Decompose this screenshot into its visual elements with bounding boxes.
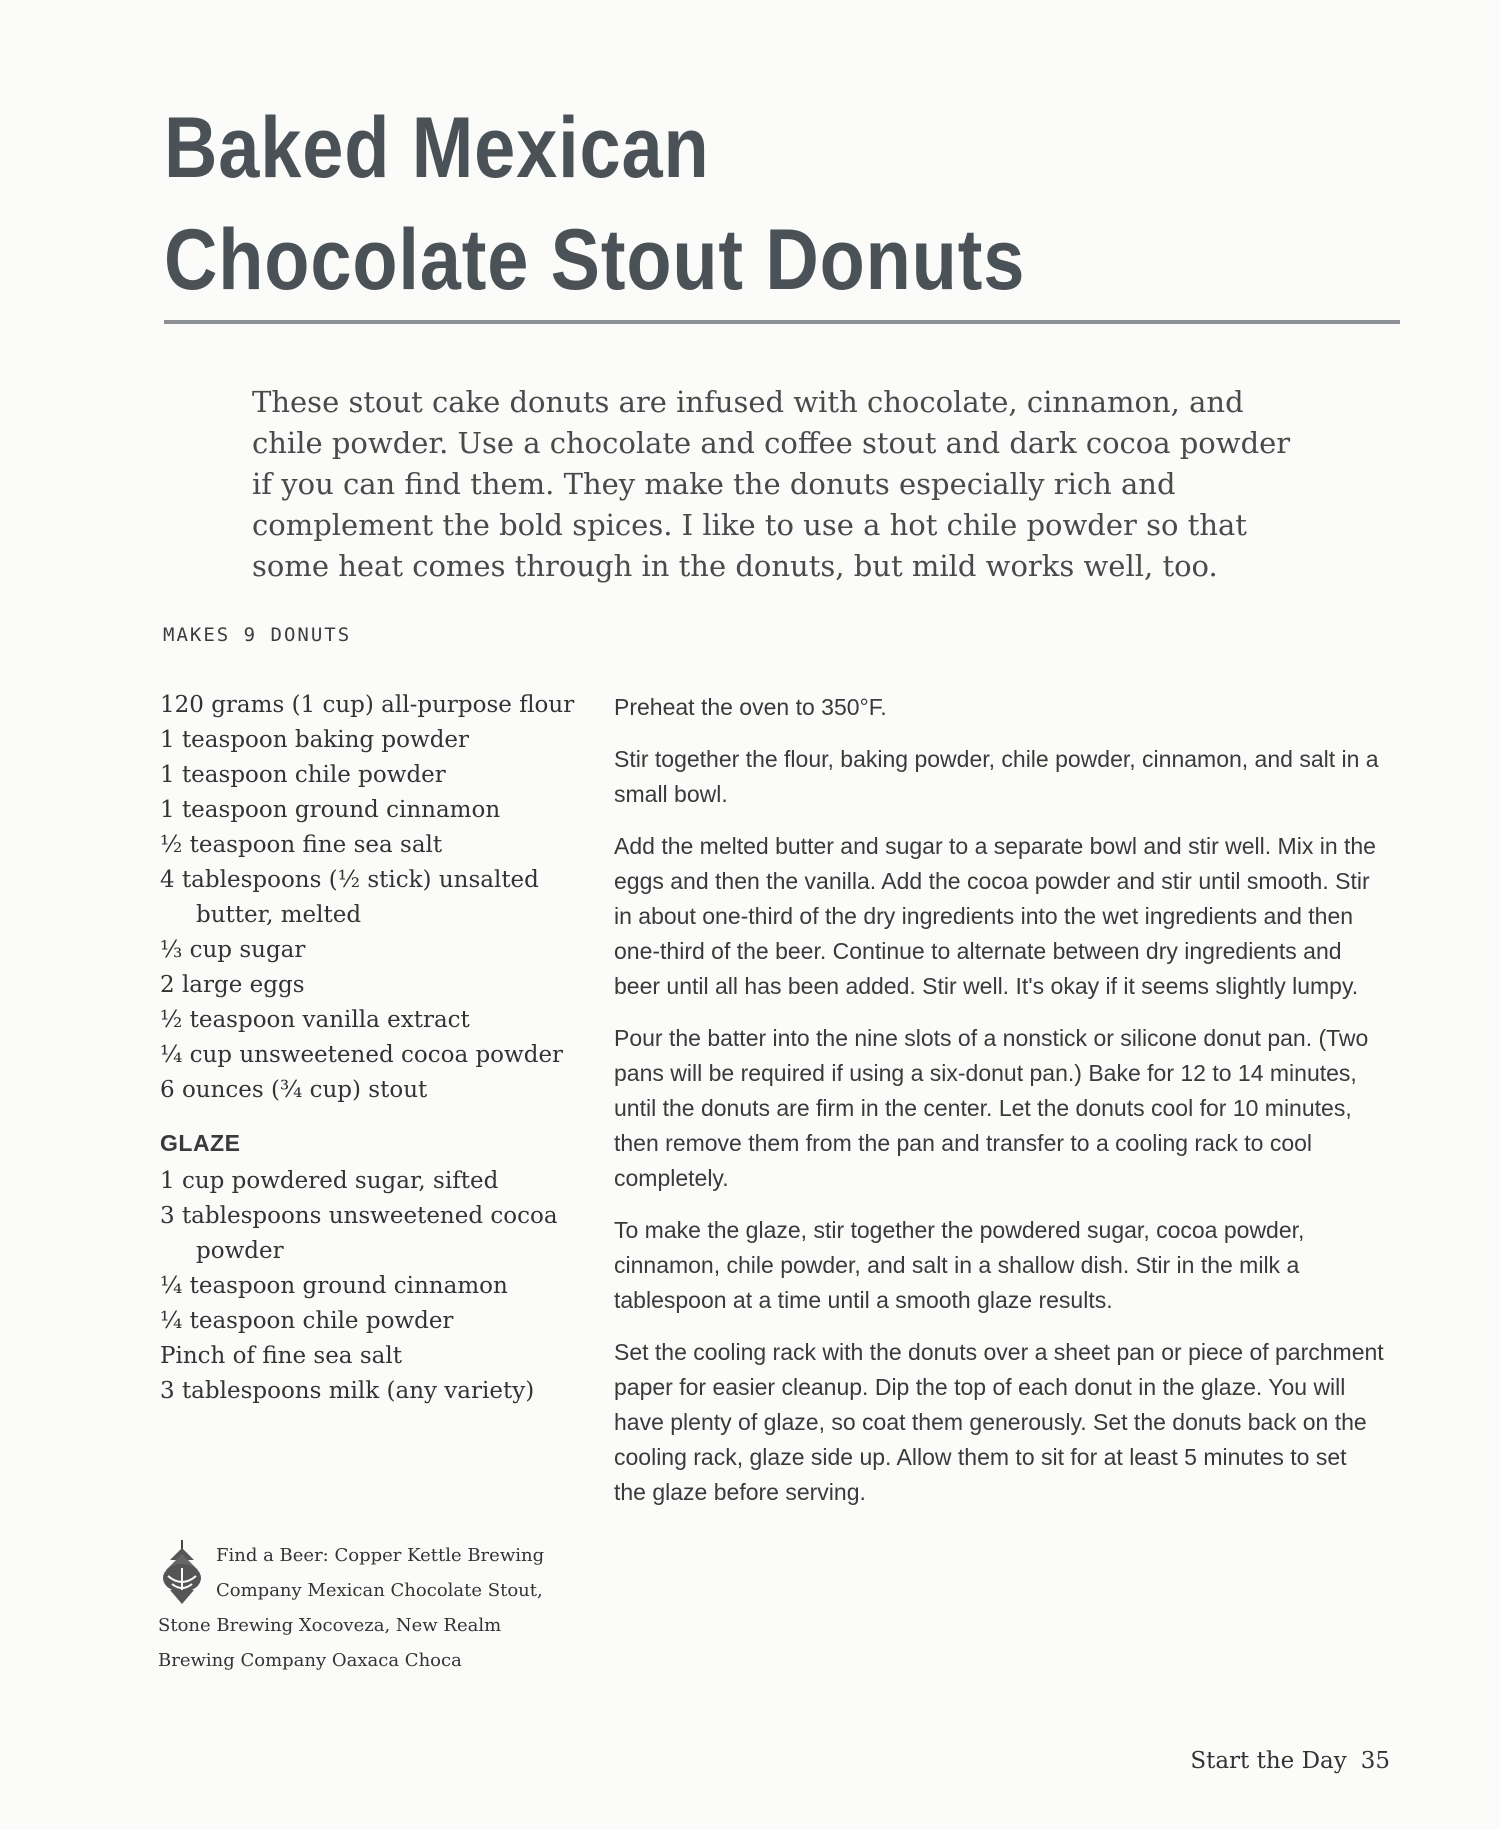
recipe-title-line-1: Baked Mexican bbox=[164, 100, 710, 196]
glaze-ingredient-item: ¼ teaspoon chile powder bbox=[160, 1308, 454, 1334]
glaze-ingredient-item: 1 cup powdered sugar, sifted bbox=[160, 1168, 499, 1194]
ingredient-item: ½ teaspoon fine sea salt bbox=[160, 832, 443, 858]
method-step: Preheat the oven to 350°F. bbox=[614, 694, 887, 720]
ingredient-item: 4 tablespoons (½ stick) unsalted butter, melted bbox=[160, 867, 539, 928]
method-step: To make the glaze, stir together the powdered sugar, cocoa powder, cinnamon, chile powder, and salt in a shallow dish. Stir in the milk a tablespoon at a time until a smooth glaze results. bbox=[614, 1217, 1305, 1313]
ingredient-item: ⅓ cup sugar bbox=[160, 937, 306, 963]
ingredient-item: ½ teaspoon vanilla extract bbox=[160, 1007, 470, 1033]
method-step: Pour the batter into the nine slots of a nonstick or silicone donut pan. (Two pans will be required if using a six-donut pan.) Bake for 12 to 14 minutes, until the donuts are firm in the center. Let the donuts cool for 10 minutes, then remove them from the pan and transfer to a cooling rack to cool completely. bbox=[614, 1025, 1369, 1191]
method-step: Add the melted butter and sugar to a separate bowl and stir well. Mix in the eggs and then the vanilla. Add the cocoa powder and stir until smooth. Stir in about one-third of the dry ingredients into the wet ingredients and then one-third of the beer. Continue to alternate between dry ingredients and beer until all has been added. Stir well. It's okay if it seems slightly lumpy. bbox=[614, 833, 1376, 999]
recipe-title-line-2: Chocolate Stout Donuts bbox=[164, 212, 1026, 308]
ingredient-item: 1 teaspoon chile powder bbox=[160, 762, 446, 788]
method-step: Stir together the flour, baking powder, chile powder, cinnamon, and salt in a small bowl. bbox=[614, 746, 1379, 807]
title-divider bbox=[164, 320, 1400, 324]
glaze-ingredient-item: 3 tablespoons milk (any variety) bbox=[160, 1378, 535, 1404]
ingredient-item: 1 teaspoon ground cinnamon bbox=[160, 797, 501, 823]
ingredient-list bbox=[160, 688, 590, 1108]
method-step: Set the cooling rack with the donuts over a sheet pan or piece of parchment paper for easier cleanup. Dip the top of each donut in the glaze. You will have plenty of glaze, so coat them generously. Set the donuts back on the cooling rack, glaze side up. Allow them to sit for at least 5 minutes to set the glaze before serving. bbox=[614, 1339, 1384, 1505]
page-number: 35 bbox=[1360, 1748, 1390, 1774]
method-steps bbox=[614, 690, 1384, 1527]
page-footer bbox=[1190, 1748, 1390, 1774]
glaze-heading: GLAZE bbox=[160, 1130, 241, 1156]
tip-text: Copper Kettle Brewing Company Mexican Chocolate Stout, Stone Brewing Xocoveza, New Realm Brewing Company Oaxaca Choca bbox=[158, 1545, 545, 1671]
ingredient-item: 120 grams (1 cup) all-purpose flour bbox=[160, 692, 575, 718]
glaze-ingredient-list bbox=[160, 1164, 590, 1409]
hop-icon bbox=[158, 1538, 206, 1608]
ingredient-item: 2 large eggs bbox=[160, 972, 305, 998]
yield-label: MAKES 9 DONUTS bbox=[163, 624, 352, 646]
ingredient-item: 6 ounces (¾ cup) stout bbox=[160, 1077, 428, 1103]
glaze-ingredient-item: 3 tablespoons unsweetened cocoa powder bbox=[160, 1203, 558, 1264]
glaze-ingredient-item: ¼ teaspoon ground cinnamon bbox=[160, 1273, 508, 1299]
ingredient-item: 1 teaspoon baking powder bbox=[160, 727, 470, 753]
ingredient-item: ¼ cup unsweetened cocoa powder bbox=[160, 1042, 564, 1068]
find-a-beer-tip bbox=[158, 1538, 578, 1678]
tip-label: Find a Beer: bbox=[216, 1545, 329, 1566]
section-name: Start the Day bbox=[1190, 1748, 1347, 1774]
recipe-intro: These stout cake donuts are infused with chocolate, cinnamon, and chile powder. Use a chocolate and coffee stout and dark cocoa powder if you can find them. They make the donuts especially rich and complement the bold spices. I like to use a hot chile powder so that some heat comes through in the donuts, but mild works well, too. bbox=[252, 385, 1291, 583]
glaze-ingredient-item: Pinch of fine sea salt bbox=[160, 1343, 402, 1369]
recipe-title bbox=[164, 92, 1025, 316]
